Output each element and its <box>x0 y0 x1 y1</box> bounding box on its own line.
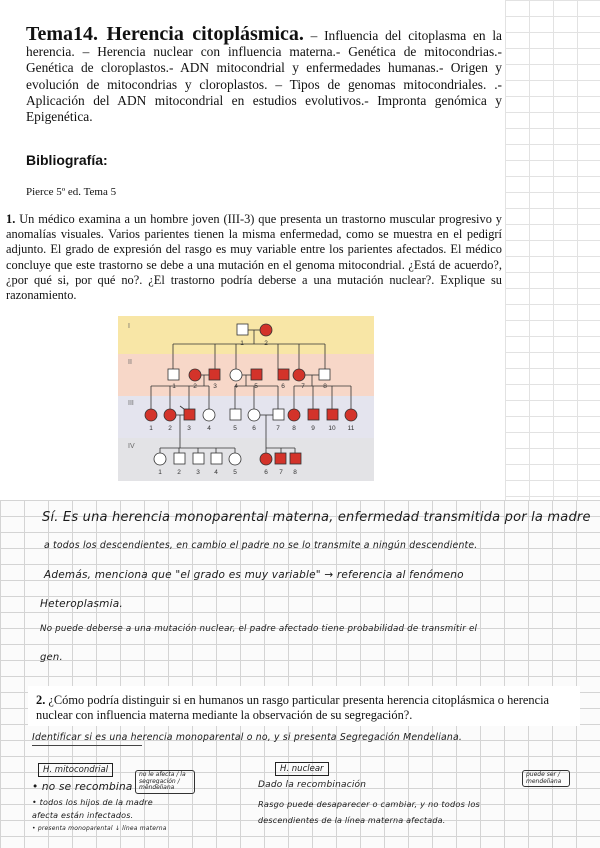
IV-2-male <box>174 453 185 464</box>
answer-1-line-2: a todos los descendientes, en cambio el padre no se lo transmite a ningún descendiente. <box>44 540 478 551</box>
nuclear-line-2: Rasgo puede desaparecer o cambiar, y no todos los <box>258 799 480 809</box>
cytoplasmic-box: H. mitocondrial <box>38 763 113 777</box>
cytoplasmic-line-1: • no se recombina <box>32 781 133 793</box>
II-8-label: 8 <box>323 383 327 390</box>
cytoplasmic-line-3: afecta están infectados. <box>32 811 134 820</box>
II-1-label: 1 <box>172 383 176 390</box>
gen-label-II: II <box>128 359 132 366</box>
III-5-label: 5 <box>233 425 237 432</box>
answer-1-line-3: Además, menciona que "el grado es muy variable" → referencia al fenómeno <box>44 569 464 581</box>
II-2-female-affected <box>189 369 201 381</box>
IV-3-label: 3 <box>196 469 200 476</box>
II-2-label: 2 <box>193 383 197 390</box>
answer-2-underline <box>32 745 142 746</box>
topic-header <box>26 23 502 125</box>
answer-2-intro: Identificar si es una herencia monoparental o no, y si presenta Segregación Mendeliana. <box>32 732 463 743</box>
II-8-male-affected <box>278 369 289 380</box>
IV-2-label: 2 <box>177 469 181 476</box>
II-6-female-affected <box>293 369 305 381</box>
III-4-label: 4 <box>207 425 211 432</box>
II-4-female <box>230 369 242 381</box>
notebook-grid <box>0 500 600 848</box>
bibliography-heading: Bibliografía: <box>26 152 108 168</box>
III-2-label: 2 <box>168 425 172 432</box>
answer-1-line-1: Sí. Es una herencia monoparental materna, enfermedad transmitida por la madre <box>42 510 591 525</box>
III-1-label: 1 <box>149 425 153 432</box>
question-2-text: ¿Cómo podría distinguir si en humanos un rasgo particular presenta herencia citoplásmica o herencia nuclear con influencia materna mediante la observación de su segregación?. <box>36 693 550 723</box>
cytoplasmic-line-4: • presenta monoparental ↓ línea materna <box>32 825 167 832</box>
II-5-label: 5 <box>254 383 258 390</box>
topic-title: Tema14. Herencia citoplásmica. <box>26 23 304 45</box>
III-9-label: 9 <box>311 425 315 432</box>
notebook-grid-margin <box>505 0 600 500</box>
bibliography-reference: Pierce 5º ed. Tema 5 <box>26 186 117 198</box>
IV-7-male-affected <box>275 453 286 464</box>
gen-label-I: I <box>128 323 130 330</box>
answer-1-line-5: No puede deberse a una mutación nuclear, el padre afectado tiene probabilidad de transmitir el <box>40 624 478 634</box>
III-6-female <box>248 409 260 421</box>
IV-1-label: 1 <box>158 469 162 476</box>
III-9-male-affected <box>308 409 319 420</box>
nuclear-box: H. nuclear <box>275 762 329 776</box>
question-2-number: 2. <box>36 693 46 707</box>
III-6-label: 6 <box>252 425 256 432</box>
IV-6-female-affected <box>260 453 272 465</box>
II-4-label: 4 <box>234 383 238 390</box>
IV-4-male <box>211 453 222 464</box>
answer-1-line-6: gen. <box>40 652 63 663</box>
II-7-label: 7 <box>301 383 305 390</box>
III-7-label: 7 <box>276 425 280 432</box>
III-3-label: 3 <box>187 425 191 432</box>
cytoplasmic-note: no le afecta / la segregación / mendeliana <box>135 770 195 794</box>
IV-8-label: 8 <box>293 469 297 476</box>
cytoplasmic-line-2: • todos los hijos de la madre <box>32 798 153 807</box>
IV-7-label: 7 <box>279 469 283 476</box>
II-6-label: 6 <box>281 383 285 390</box>
IV-5-label: 5 <box>233 469 237 476</box>
II-3-male-affected <box>209 369 220 380</box>
IV-3-male <box>193 453 204 464</box>
I-2-label: 2 <box>264 340 268 347</box>
IV-4-label: 4 <box>214 469 218 476</box>
gen-label-IV: IV <box>128 443 135 450</box>
nuclear-note: puede ser / mendeliana <box>522 770 570 787</box>
II-7-male <box>319 369 330 380</box>
question-1-number: 1. <box>6 212 16 226</box>
nuclear-line-3: descendientes de la línea materna afectada. <box>258 816 446 825</box>
IV-5-female <box>229 453 241 465</box>
III-10-male-affected <box>327 409 338 420</box>
II-1-male <box>168 369 179 380</box>
III-1-female-affected <box>145 409 157 421</box>
I-1-label: 1 <box>240 340 244 347</box>
II-5-male-affected <box>251 369 262 380</box>
pedigree-chart <box>118 316 374 481</box>
III-8-label: 8 <box>292 425 296 432</box>
IV-6-label: 6 <box>264 469 268 476</box>
topic-description: – Influencia del citoplasma en la herencia. – Herencia nuclear con influencia materna.- Genética de mitocondrias.- Genética de cloroplastos.- ADN mitocondrial y enfermedades humanas.- Origen y evolución de mitocondrias y cloroplastos. – Tipos de genomas mitocondriales. .- Aplicación del ADN mitocondrial en estudios evolutivos.- Impronta genómica y Epigenética. <box>26 28 502 125</box>
III-11-female-affected <box>345 409 357 421</box>
III-4-female <box>203 409 215 421</box>
answer-1-line-4: Heteroplasmia. <box>40 598 123 610</box>
question-2 <box>36 693 576 724</box>
I-2-female-affected <box>260 324 272 336</box>
question-1-text: Un médico examina a un hombre joven (III-3) que presenta un trastorno muscular progresivo y anomalías visuales. Varios parientes tienen la misma enfermedad, como se muestra en el pedigrí adjunto. El grado de expresión del rasgo es muy variable entre los parientes afectados. El médico concluye que este trastorno se debe a una mutación en el genoma mitocondrial. ¿Está de acuerdo?, ¿por qué si, por qué no?. ¿El trastorno podría deberse a una mutación nuclear?. Explique su razonamiento. <box>6 212 502 303</box>
III-8-female-affected <box>288 409 300 421</box>
question-1 <box>6 212 502 303</box>
III-11-label: 11 <box>347 425 355 432</box>
III-2-female-affected <box>164 409 176 421</box>
IV-8-male-affected <box>290 453 301 464</box>
I-1-male <box>237 324 248 335</box>
III-7-male <box>273 409 284 420</box>
IV-1-female <box>154 453 166 465</box>
III-5-male <box>230 409 241 420</box>
gen-label-III: III <box>128 400 134 407</box>
III-3-male-affected <box>184 409 195 420</box>
II-3-label: 3 <box>213 383 217 390</box>
III-10-label: 10 <box>328 425 336 432</box>
nuclear-line-1: Dado la recombinación <box>258 780 367 790</box>
